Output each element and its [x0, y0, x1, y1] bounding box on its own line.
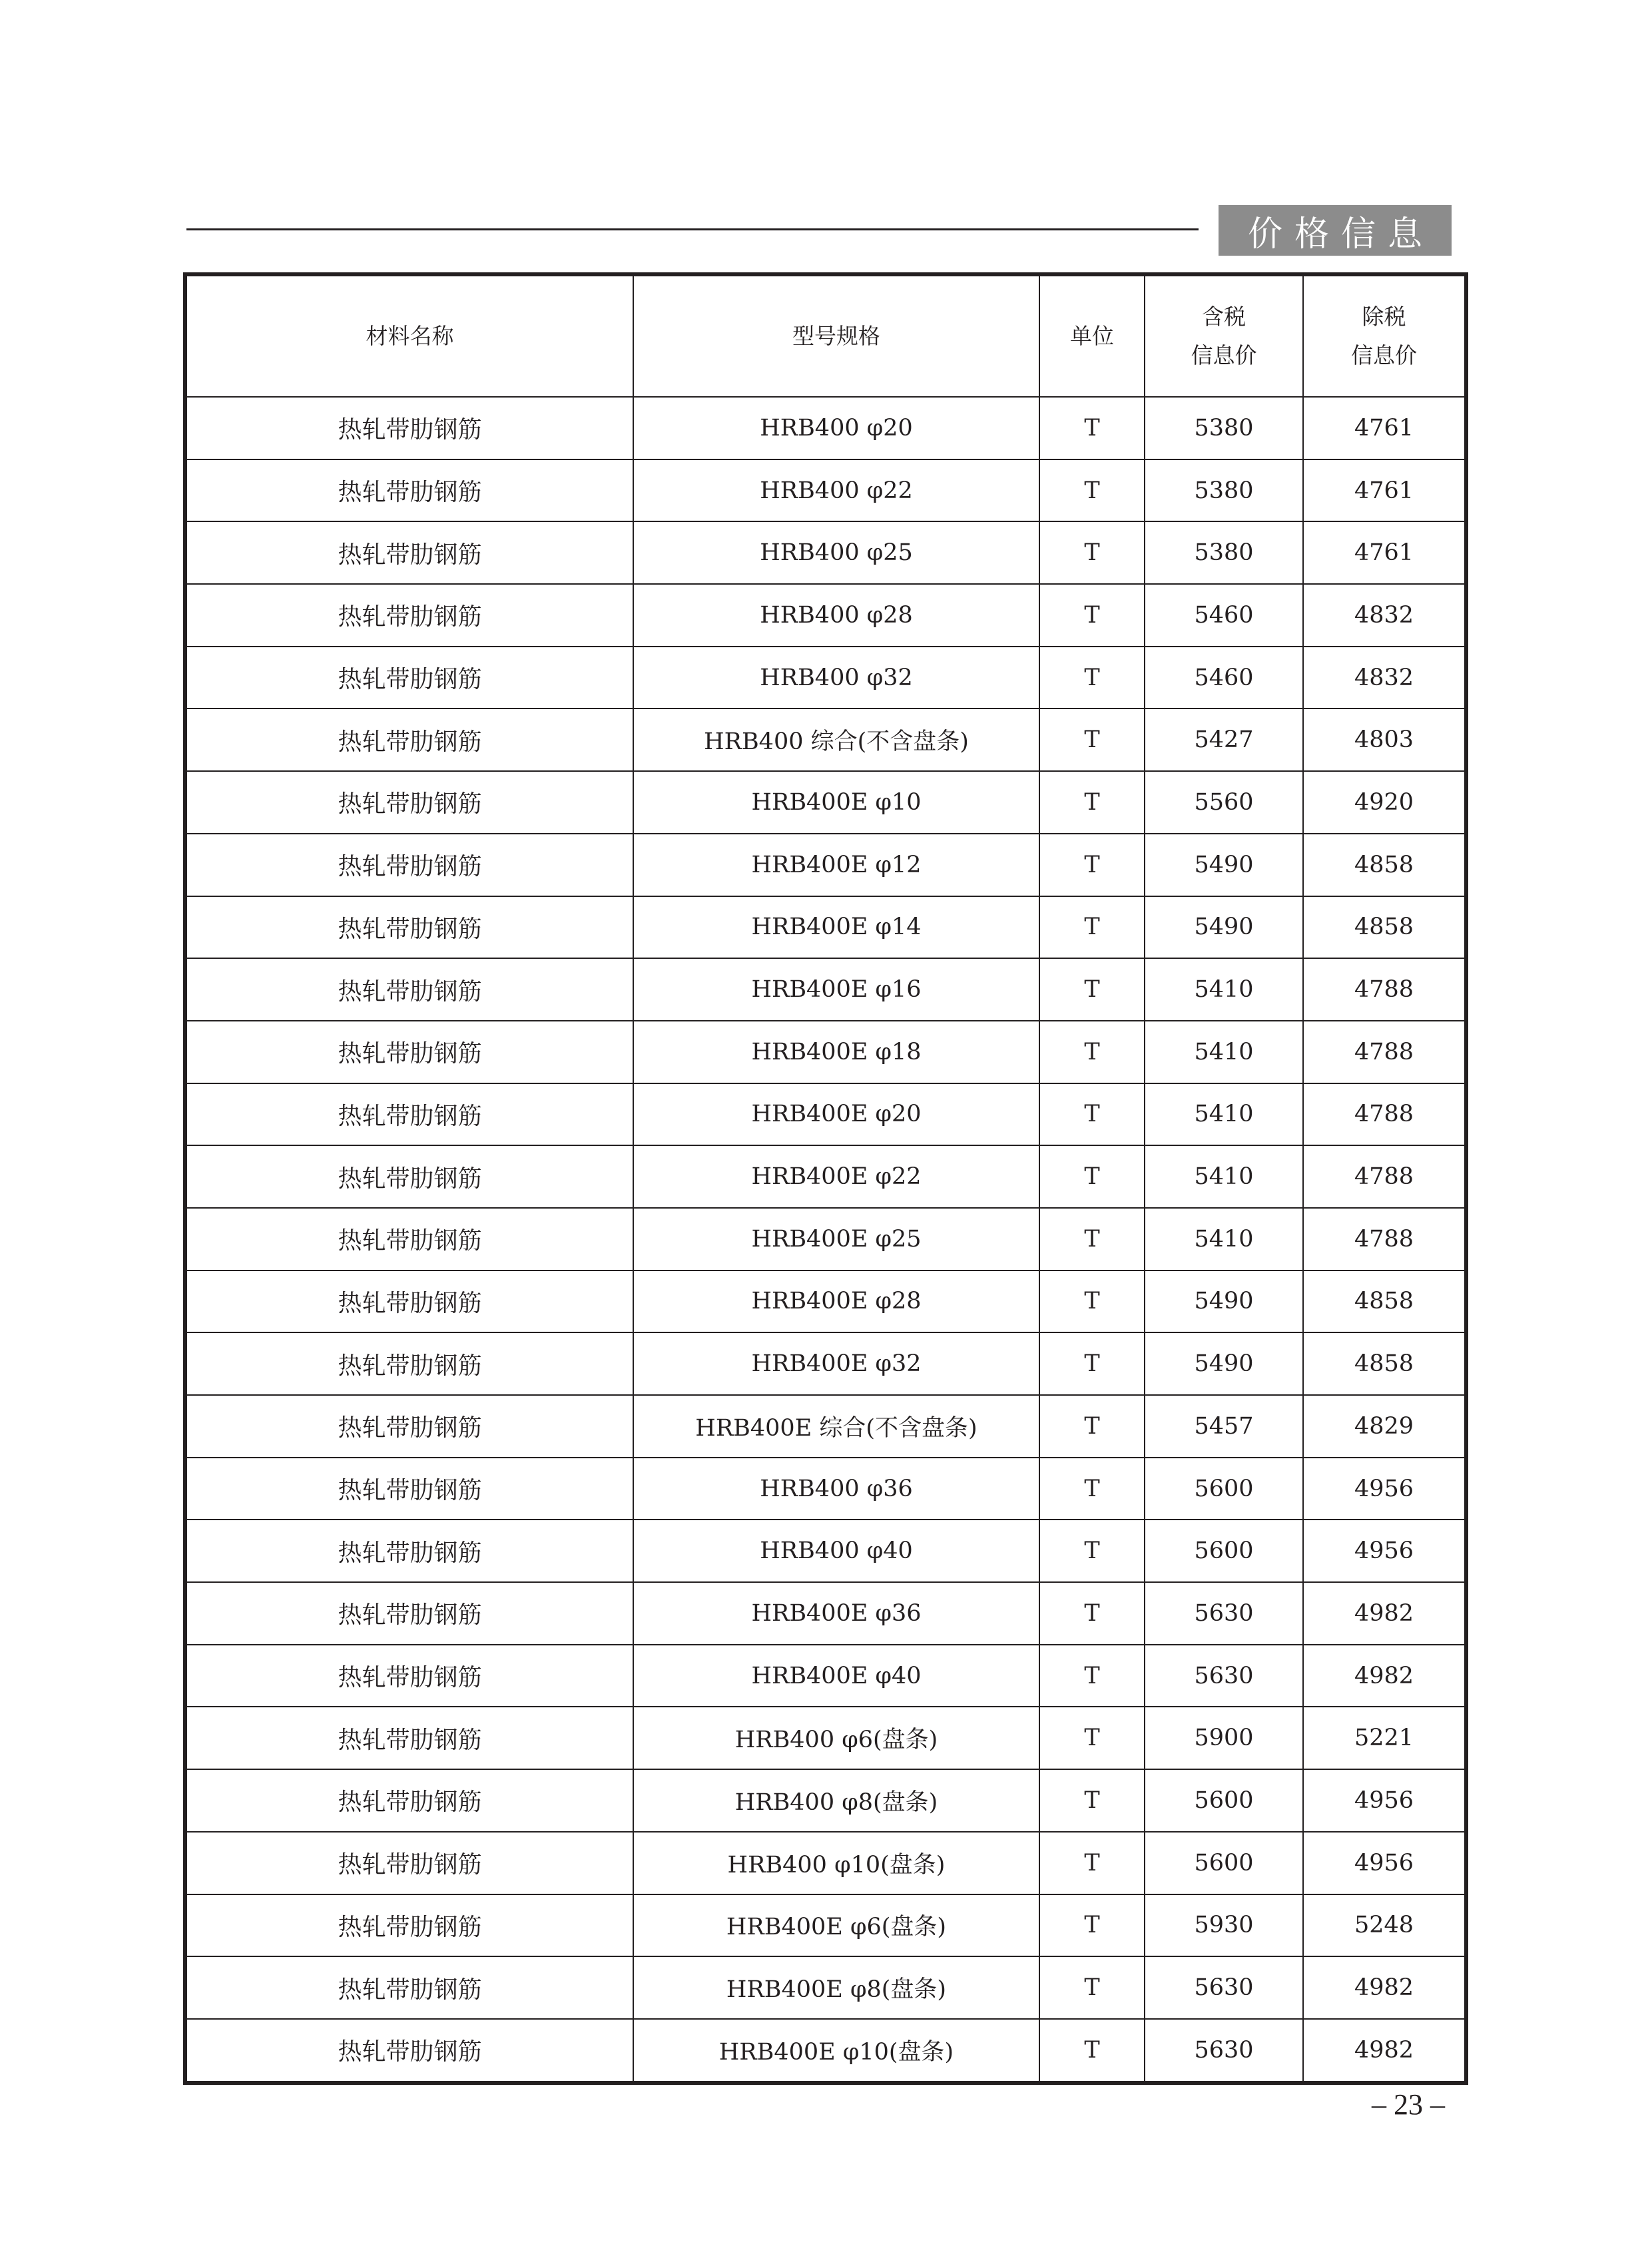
table-row [187, 771, 1464, 834]
price-without-tax-cell: 4761 [1303, 397, 1464, 459]
material-name-cell: 热轧带肋钢筋 [187, 584, 633, 647]
material-name-cell: 热轧带肋钢筋 [187, 1645, 633, 1707]
price-without-tax-cell: 4920 [1303, 771, 1464, 834]
unit-cell: T [1039, 459, 1145, 522]
price-without-tax-cell: 4761 [1303, 459, 1464, 522]
table-header-row [187, 276, 1464, 397]
unit-cell: T [1039, 1270, 1145, 1333]
table-row [187, 584, 1464, 647]
material-name-cell: 热轧带肋钢筋 [187, 1520, 633, 1582]
unit-cell: T [1039, 834, 1145, 896]
unit-cell: T [1039, 1208, 1145, 1270]
unit-cell: T [1039, 1582, 1145, 1645]
price-without-tax-cell: 4858 [1303, 834, 1464, 896]
price-with-tax-cell: 5630 [1145, 1582, 1303, 1645]
unit-cell: T [1039, 1021, 1145, 1083]
column-header-unit: 单位 [1039, 276, 1145, 397]
price-without-tax-cell: 4803 [1303, 708, 1464, 771]
unit-cell: T [1039, 1083, 1145, 1146]
spec-cell: HRB400 φ20 [633, 397, 1039, 459]
table-row [187, 2019, 1464, 2081]
price-with-tax-cell: 5560 [1145, 771, 1303, 834]
spec-cell: HRB400E 综合(不含盘条) [633, 1395, 1039, 1458]
material-name-cell: 热轧带肋钢筋 [187, 521, 633, 584]
material-name-cell: 热轧带肋钢筋 [187, 834, 633, 896]
price-without-tax-cell: 4788 [1303, 1021, 1464, 1083]
material-name-cell: 热轧带肋钢筋 [187, 397, 633, 459]
material-name-cell: 热轧带肋钢筋 [187, 1582, 633, 1645]
price-with-tax-cell: 5630 [1145, 2019, 1303, 2081]
material-name-cell: 热轧带肋钢筋 [187, 896, 633, 959]
price-without-tax-cell: 4829 [1303, 1395, 1464, 1458]
unit-cell: T [1039, 397, 1145, 459]
spec-cell: HRB400 φ22 [633, 459, 1039, 522]
section-title: 价格信息 [1219, 205, 1452, 256]
spec-cell: HRB400E φ16 [633, 958, 1039, 1021]
price-with-tax-cell: 5380 [1145, 397, 1303, 459]
material-name-cell: 热轧带肋钢筋 [187, 771, 633, 834]
spec-cell: HRB400E φ10(盘条) [633, 2019, 1039, 2081]
material-name-cell: 热轧带肋钢筋 [187, 1332, 633, 1395]
spec-cell: HRB400E φ10 [633, 771, 1039, 834]
table-row [187, 1083, 1464, 1146]
material-name-cell: 热轧带肋钢筋 [187, 1270, 633, 1333]
unit-cell: T [1039, 2019, 1145, 2081]
unit-cell: T [1039, 1832, 1145, 1894]
price-with-tax-cell: 5410 [1145, 1083, 1303, 1146]
header-rule [186, 228, 1199, 230]
price-without-tax-cell: 4982 [1303, 2019, 1464, 2081]
table-row [187, 708, 1464, 771]
unit-cell: T [1039, 708, 1145, 771]
price-without-tax-cell: 4788 [1303, 1145, 1464, 1208]
table-row [187, 958, 1464, 1021]
page-number: – 23 – [1372, 2088, 1445, 2121]
price-without-tax-cell: 4956 [1303, 1520, 1464, 1582]
unit-cell: T [1039, 896, 1145, 959]
table-row [187, 1645, 1464, 1707]
table-row [187, 1520, 1464, 1582]
table-row [187, 896, 1464, 959]
spec-cell: HRB400E φ8(盘条) [633, 1956, 1039, 2019]
unit-cell: T [1039, 1645, 1145, 1707]
price-with-tax-cell: 5490 [1145, 1270, 1303, 1333]
price-without-tax-cell: 5248 [1303, 1894, 1464, 1957]
price-with-tax-cell: 5600 [1145, 1458, 1303, 1520]
table-body [187, 397, 1464, 2081]
price-without-tax-cell: 4788 [1303, 958, 1464, 1021]
spec-cell: HRB400E φ22 [633, 1145, 1039, 1208]
price-with-tax-cell: 5380 [1145, 459, 1303, 522]
material-name-cell: 热轧带肋钢筋 [187, 1021, 633, 1083]
spec-cell: HRB400 φ25 [633, 521, 1039, 584]
price-without-tax-cell: 4858 [1303, 1270, 1464, 1333]
unit-cell: T [1039, 1395, 1145, 1458]
spec-cell: HRB400 综合(不含盘条) [633, 708, 1039, 771]
price-with-tax-cell: 5600 [1145, 1832, 1303, 1894]
material-name-cell: 热轧带肋钢筋 [187, 1894, 633, 1957]
table-row [187, 1458, 1464, 1520]
unit-cell: T [1039, 1145, 1145, 1208]
spec-cell: HRB400E φ20 [633, 1083, 1039, 1146]
material-name-cell: 热轧带肋钢筋 [187, 1956, 633, 2019]
material-name-cell: 热轧带肋钢筋 [187, 1395, 633, 1458]
unit-cell: T [1039, 771, 1145, 834]
price-without-tax-cell: 4832 [1303, 584, 1464, 647]
price-with-tax-cell: 5457 [1145, 1395, 1303, 1458]
material-name-cell: 热轧带肋钢筋 [187, 958, 633, 1021]
price-without-tax-cell: 5221 [1303, 1707, 1464, 1769]
material-name-cell: 热轧带肋钢筋 [187, 1208, 633, 1270]
table-row [187, 1021, 1464, 1083]
unit-cell: T [1039, 958, 1145, 1021]
spec-cell: HRB400 φ28 [633, 584, 1039, 647]
spec-cell: HRB400 φ8(盘条) [633, 1769, 1039, 1832]
column-header-price-with-tax: 含税 信息价 [1145, 276, 1303, 397]
price-with-tax-cell: 5427 [1145, 708, 1303, 771]
price-with-tax-cell: 5410 [1145, 1208, 1303, 1270]
price-without-tax-cell: 4788 [1303, 1208, 1464, 1270]
price-without-tax-cell: 4788 [1303, 1083, 1464, 1146]
material-name-cell: 热轧带肋钢筋 [187, 2019, 633, 2081]
price-with-tax-cell: 5600 [1145, 1520, 1303, 1582]
table-row [187, 1707, 1464, 1769]
material-name-cell: 热轧带肋钢筋 [187, 1769, 633, 1832]
material-name-cell: 热轧带肋钢筋 [187, 1083, 633, 1146]
price-with-tax-cell: 5600 [1145, 1769, 1303, 1832]
price-with-tax-cell: 5930 [1145, 1894, 1303, 1957]
column-header-material-name: 材料名称 [187, 276, 633, 397]
price-table [183, 272, 1468, 2085]
material-name-cell: 热轧带肋钢筋 [187, 459, 633, 522]
unit-cell: T [1039, 1520, 1145, 1582]
price-with-tax-cell: 5630 [1145, 1956, 1303, 2019]
spec-cell: HRB400E φ32 [633, 1332, 1039, 1395]
spec-cell: HRB400E φ36 [633, 1582, 1039, 1645]
material-name-cell: 热轧带肋钢筋 [187, 1707, 633, 1769]
spec-cell: HRB400 φ40 [633, 1520, 1039, 1582]
price-with-tax-cell: 5380 [1145, 521, 1303, 584]
unit-cell: T [1039, 1956, 1145, 2019]
material-name-cell: 热轧带肋钢筋 [187, 1458, 633, 1520]
table-row [187, 1208, 1464, 1270]
price-without-tax-cell: 4956 [1303, 1769, 1464, 1832]
price-without-tax-cell: 4761 [1303, 521, 1464, 584]
price-with-tax-cell: 5460 [1145, 584, 1303, 647]
spec-cell: HRB400 φ10(盘条) [633, 1832, 1039, 1894]
price-with-tax-cell: 5900 [1145, 1707, 1303, 1769]
spec-cell: HRB400E φ40 [633, 1645, 1039, 1707]
spec-cell: HRB400E φ28 [633, 1270, 1039, 1333]
price-with-tax-cell: 5490 [1145, 896, 1303, 959]
price-with-tax-cell: 5460 [1145, 647, 1303, 709]
column-header-spec: 型号规格 [633, 276, 1039, 397]
spec-cell: HRB400E φ25 [633, 1208, 1039, 1270]
unit-cell: T [1039, 1769, 1145, 1832]
table-row [187, 1145, 1464, 1208]
price-with-tax-cell: 5490 [1145, 1332, 1303, 1395]
spec-cell: HRB400E φ12 [633, 834, 1039, 896]
material-name-cell: 热轧带肋钢筋 [187, 1145, 633, 1208]
table-row [187, 1270, 1464, 1333]
price-without-tax-cell: 4956 [1303, 1832, 1464, 1894]
table-row [187, 1956, 1464, 2019]
price-without-tax-cell: 4982 [1303, 1956, 1464, 2019]
material-name-cell: 热轧带肋钢筋 [187, 1832, 633, 1894]
price-with-tax-cell: 5410 [1145, 1021, 1303, 1083]
table-row [187, 1894, 1464, 1957]
table-row [187, 1582, 1464, 1645]
material-name-cell: 热轧带肋钢筋 [187, 708, 633, 771]
price-without-tax-cell: 4858 [1303, 896, 1464, 959]
price-with-tax-cell: 5410 [1145, 958, 1303, 1021]
price-with-tax-cell: 5410 [1145, 1145, 1303, 1208]
unit-cell: T [1039, 647, 1145, 709]
spec-cell: HRB400 φ32 [633, 647, 1039, 709]
spec-cell: HRB400 φ6(盘条) [633, 1707, 1039, 1769]
table-row [187, 1332, 1464, 1395]
table-row [187, 1832, 1464, 1894]
price-without-tax-cell: 4982 [1303, 1645, 1464, 1707]
price-without-tax-cell: 4956 [1303, 1458, 1464, 1520]
table-row [187, 521, 1464, 584]
price-with-tax-cell: 5630 [1145, 1645, 1303, 1707]
unit-cell: T [1039, 1332, 1145, 1395]
unit-cell: T [1039, 1894, 1145, 1957]
table-row [187, 459, 1464, 522]
table-row [187, 1395, 1464, 1458]
unit-cell: T [1039, 1707, 1145, 1769]
price-without-tax-cell: 4982 [1303, 1582, 1464, 1645]
price-with-tax-cell: 5490 [1145, 834, 1303, 896]
spec-cell: HRB400E φ6(盘条) [633, 1894, 1039, 1957]
unit-cell: T [1039, 521, 1145, 584]
spec-cell: HRB400E φ14 [633, 896, 1039, 959]
price-without-tax-cell: 4858 [1303, 1332, 1464, 1395]
table-row [187, 834, 1464, 896]
table-row [187, 647, 1464, 709]
unit-cell: T [1039, 584, 1145, 647]
spec-cell: HRB400 φ36 [633, 1458, 1039, 1520]
spec-cell: HRB400E φ18 [633, 1021, 1039, 1083]
table-row [187, 1769, 1464, 1832]
column-header-price-without-tax: 除税 信息价 [1303, 276, 1464, 397]
table-row [187, 397, 1464, 459]
material-name-cell: 热轧带肋钢筋 [187, 647, 633, 709]
unit-cell: T [1039, 1458, 1145, 1520]
price-without-tax-cell: 4832 [1303, 647, 1464, 709]
